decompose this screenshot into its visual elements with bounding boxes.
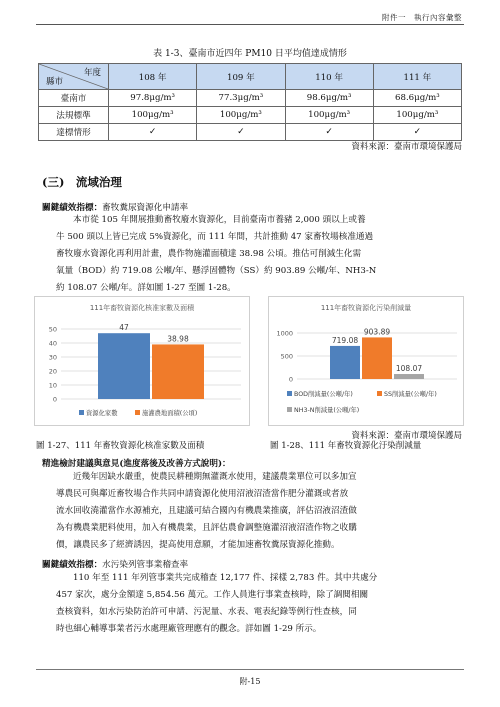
- corner-county-label: 縣市: [46, 77, 64, 87]
- paragraph-inspection: [56, 570, 462, 638]
- review-label: 精進檢討建議與意見(進度落後及改善方式說明)：: [42, 459, 231, 469]
- table-cell: 98.6μg/m³: [285, 90, 373, 107]
- table-cell: 68.6μg/m³: [373, 90, 461, 107]
- row-label: 法規標準: [39, 107, 109, 124]
- review-heading: [42, 457, 231, 469]
- check-icon: ✓: [373, 124, 461, 141]
- y-tick-label: 30: [48, 353, 57, 362]
- text-line: 牛 500 頭以上皆已完成 5%資源化，而 111 年間，共計推動 47 家畜牧場核准通過: [56, 232, 374, 242]
- chart-approvals-area: [34, 296, 250, 426]
- kpi-label: 關鍵績效指標：: [42, 203, 103, 213]
- legend-label: 資源化家數: [86, 410, 118, 417]
- bar: [362, 337, 392, 379]
- text-line: 本市從 105 年開展推動畜牧廢水資源化，目前臺南市養豬 2,000 頭以上或養: [73, 215, 366, 225]
- legend-label: BOD削減量(公噸/年): [294, 391, 353, 398]
- legend-swatch: [377, 391, 382, 396]
- bar: [330, 346, 360, 379]
- row-label: 達標情形: [39, 124, 109, 141]
- chart-title: 111年畜牧資源化污染削減量: [320, 304, 412, 312]
- y-tick-label: 0: [52, 395, 57, 404]
- data-label: 47: [119, 323, 129, 333]
- data-label: 903.89: [363, 327, 391, 337]
- section-title: (三) 流域治理: [42, 175, 122, 189]
- paragraph-resource-utilization: [56, 212, 462, 297]
- legend-label: 施灌農地面積(公頃): [142, 410, 198, 417]
- legend-swatch: [135, 410, 140, 415]
- table-row: [39, 90, 462, 107]
- text-line: 為有機農業肥料使用，加入有機農業，且評估農會調整施灌沼液沼渣作物之收購: [56, 523, 357, 533]
- y-tick-label: 10: [48, 381, 57, 390]
- kpi-heading: [42, 558, 188, 570]
- running-head: 附件一 執行內容彙整: [382, 13, 462, 22]
- y-tick-label: 1000: [276, 329, 293, 338]
- figure-source-note: 資料來源：臺南市環境保護局: [351, 431, 462, 441]
- row-label: 臺南市: [39, 90, 109, 107]
- text-line: 查核資料，如水污染防治許可申請、污泥量、水表、電表紀錄等例行性查核，同: [56, 607, 357, 617]
- kpi-text: 水污染列管事業稽查率: [102, 560, 189, 570]
- data-label: 719.08: [331, 335, 359, 345]
- text-line: 畜牧廢水資源化再利用計畫，農作物施灌面積達 38.98 公頃。推估可削減生化需: [56, 249, 362, 259]
- check-icon: ✓: [197, 124, 285, 141]
- figure-caption-1-28: 圖 1-28、111 年畜牧資源化汙染削減量: [270, 441, 422, 451]
- paragraph-review: [56, 469, 462, 554]
- check-icon: ✓: [285, 124, 373, 141]
- y-tick-label: 40: [48, 339, 57, 348]
- pm10-table: [38, 63, 462, 141]
- y-tick-label: 0: [288, 375, 293, 384]
- table-cell: 100μg/m³: [109, 107, 197, 124]
- text-line: 價，讓農民多了經濟誘因，提高使用意願，才能加速畜牧糞尿資源化推動。: [56, 540, 340, 550]
- table-cell: 100μg/m³: [285, 107, 373, 124]
- table-cell: 77.3μg/m³: [197, 90, 285, 107]
- year-header: 108 年: [109, 64, 197, 90]
- table-row: [39, 124, 462, 141]
- kpi-text: 畜牧糞尿資源化申請率: [102, 203, 189, 213]
- text-line: 時也細心輔導事業者污水處理廠管理應有的觀念。詳如圖 1-29 所示。: [56, 624, 322, 634]
- legend-swatch: [79, 410, 84, 415]
- y-tick-label: 20: [48, 367, 57, 376]
- chart-reduction-svg: [269, 297, 465, 427]
- text-line: 導農民可與鄰近畜牧場合作共同申請資源化使用沼液沼渣當作肥分灌溉或者放: [56, 489, 349, 499]
- figure-caption-1-27: 圖 1-27、111 年畜牧資源化核准家數及面積: [36, 441, 205, 451]
- check-icon: ✓: [109, 124, 197, 141]
- year-header: 110 年: [285, 64, 373, 90]
- year-header: 111 年: [373, 64, 461, 90]
- bar: [98, 333, 150, 399]
- year-header: 109 年: [197, 64, 285, 90]
- chart-title: 111年畜牧資源化核准家數及面積: [89, 304, 195, 312]
- chart-pollution-reduction: [268, 296, 464, 426]
- data-label: 108.07: [395, 364, 423, 374]
- legend-swatch: [287, 391, 292, 396]
- y-tick-label: 50: [48, 325, 57, 334]
- legend-label: NH3-N削減量(公噸/年): [294, 407, 360, 414]
- text-line: 約 108.07 公噸/年。詳如圖 1-27 至圖 1-28。: [56, 283, 236, 293]
- bar: [394, 374, 424, 379]
- bar: [152, 344, 204, 399]
- page-number: 附-15: [239, 677, 261, 686]
- y-tick-label: 500: [280, 352, 293, 361]
- table-source-note: 資料來源：臺南市環境保護局: [351, 142, 462, 152]
- header-rule: [36, 24, 464, 25]
- legend-label: SS削減量(公噸/年): [384, 391, 437, 398]
- table-caption: 表 1-3、臺南市近四年 PM10 日平均值達成情形: [153, 49, 347, 59]
- legend-swatch: [287, 407, 292, 412]
- text-line: 氧量（BOD）約 719.08 公噸/年、懸浮固體物（SS）約 903.89 公噸/年、NH3-N: [56, 266, 377, 276]
- data-label: 38.98: [167, 334, 189, 344]
- table-corner-cell: [39, 64, 109, 90]
- table-row: [39, 107, 462, 124]
- table-cell: 100μg/m³: [197, 107, 285, 124]
- corner-year-label: 年度: [83, 68, 101, 78]
- chart-approvals-svg: [35, 297, 251, 427]
- table-cell: 97.8μg/m³: [109, 90, 197, 107]
- kpi-label: 關鍵績效指標：: [42, 560, 103, 570]
- text-line: 流水回收澆灌當作水源補充，且建議可結合國內有機農業推廣，評估沼液沼渣做: [56, 506, 357, 516]
- text-line: 110 年至 111 年列管事業共完成稽查 12,177 件、採樣 2,783 件。其中共處分: [73, 573, 378, 583]
- text-line: 近幾年因缺水嚴重，使農民耕種期無灌溉水使用，建議農業單位可以多加宣: [73, 472, 357, 482]
- footer-rule: [36, 669, 464, 670]
- table-cell: 100μg/m³: [373, 107, 461, 124]
- text-line: 457 家次，處分金額達 5,854.56 萬元。工作人員進行事業查核時，除了調閱相關: [56, 590, 369, 600]
